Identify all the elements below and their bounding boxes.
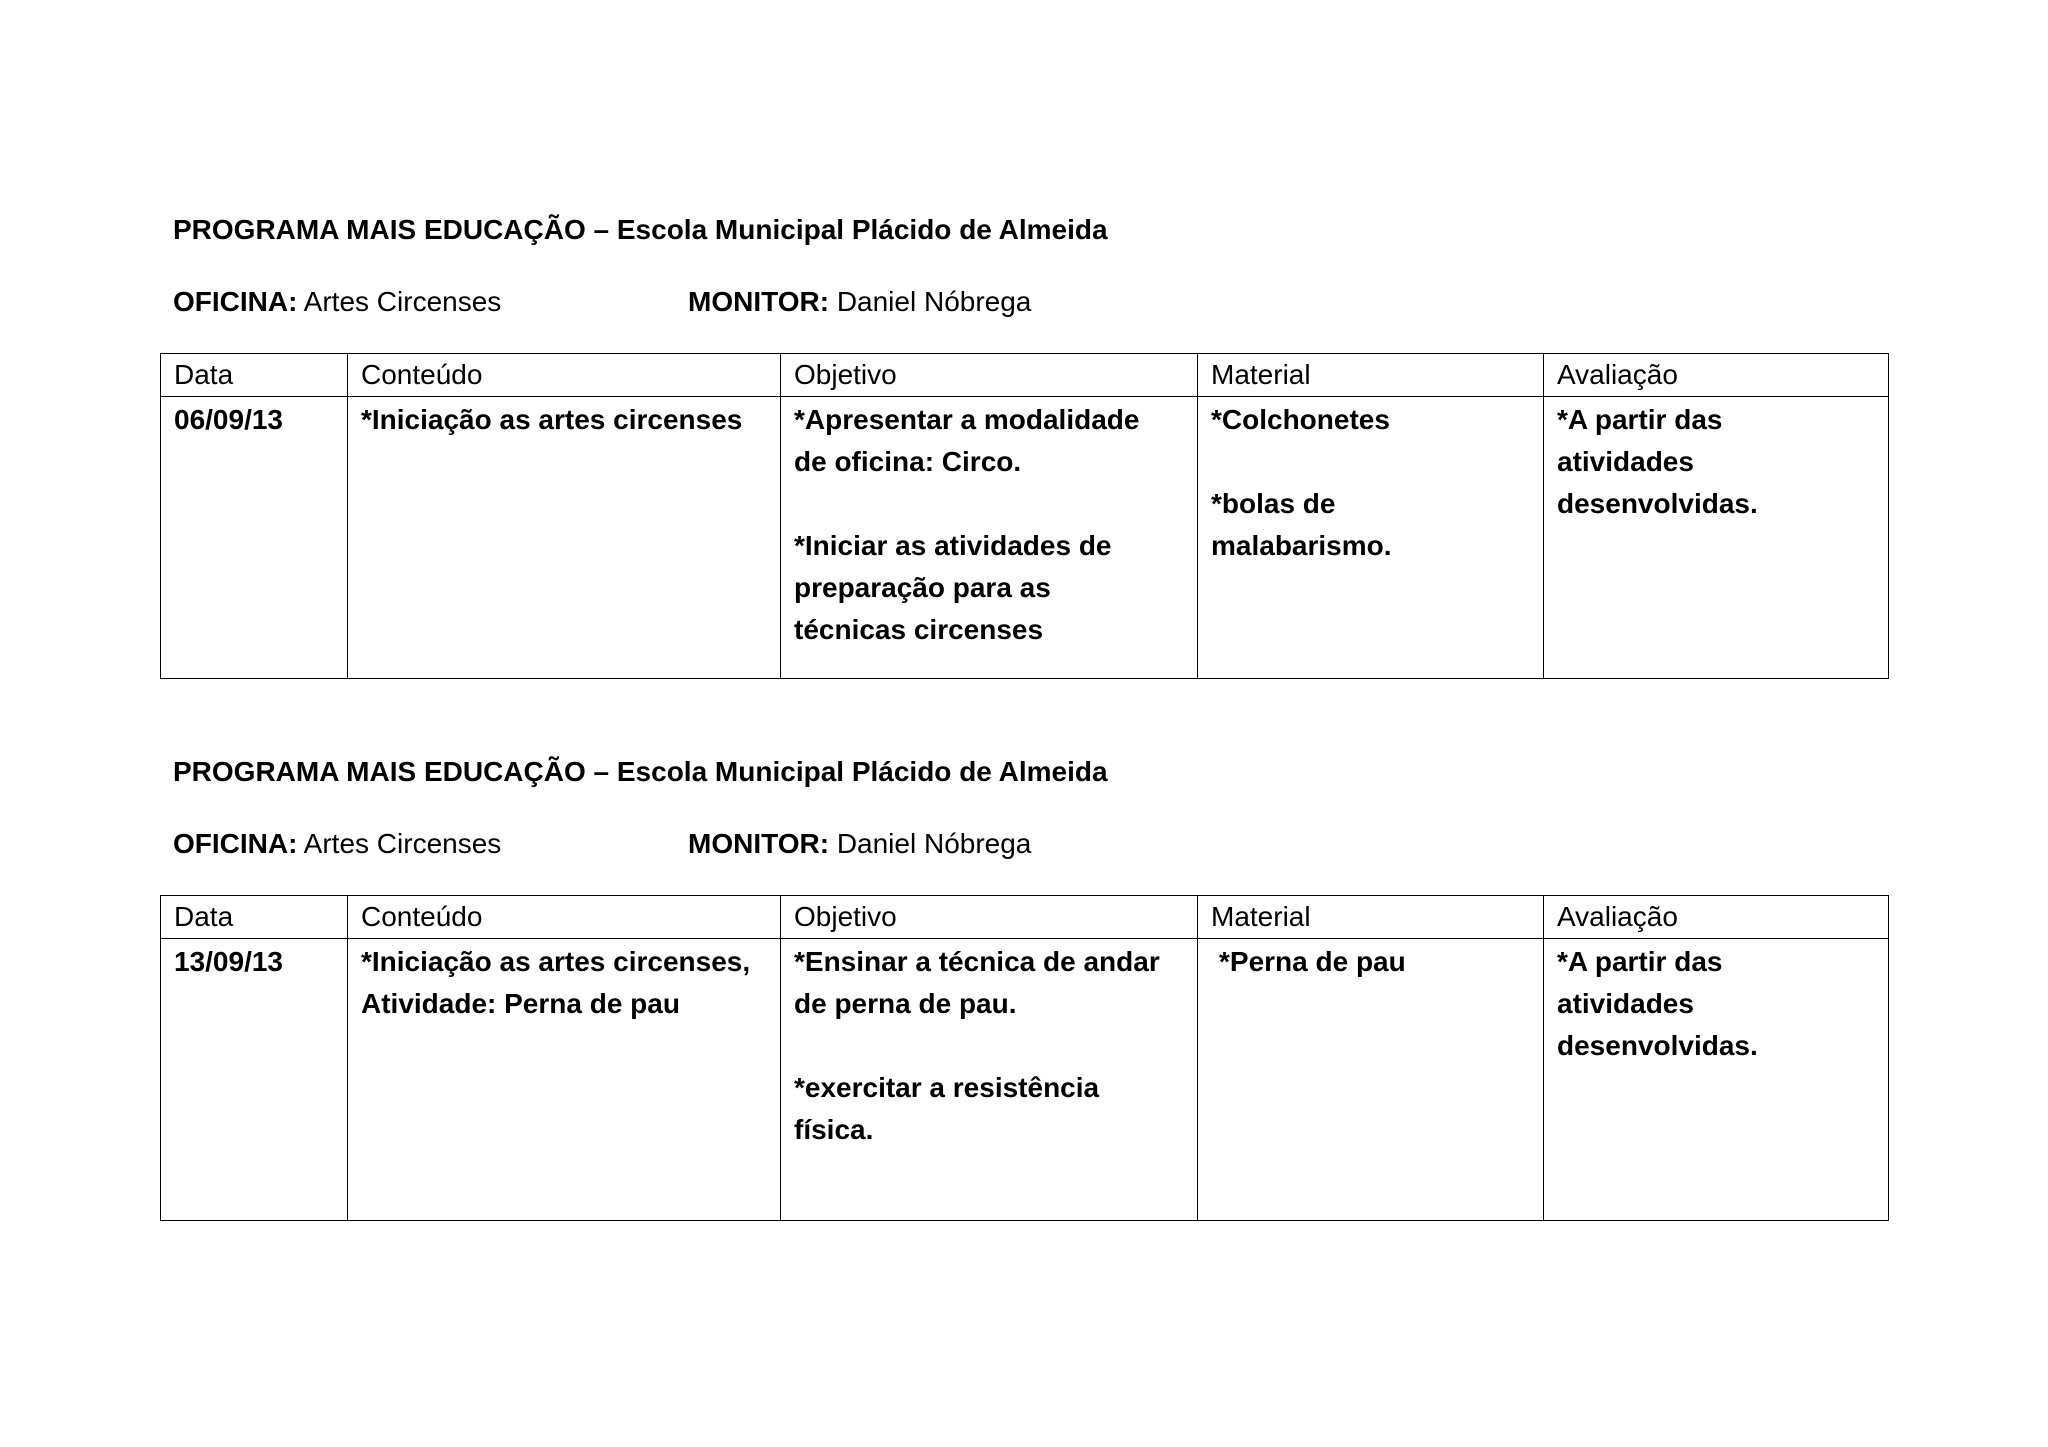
table-row <box>161 397 1889 679</box>
oficina-field <box>173 823 501 865</box>
cell-line: *A partir das <box>1557 404 1723 435</box>
header-objetivo: Objetivo <box>781 896 1198 939</box>
cell-line: *Ensinar a técnica de andar <box>794 946 1160 977</box>
cell-line: desenvolvidas. <box>1557 488 1758 519</box>
cell-paragraph <box>794 1067 1197 1151</box>
program-title <box>173 751 1108 793</box>
cell-paragraph <box>1557 399 1888 525</box>
cell-paragraph <box>794 399 1197 483</box>
cell-line: atividades <box>1557 988 1694 1019</box>
cell-paragraph <box>1557 941 1888 1067</box>
cell-avaliacao <box>1544 397 1889 679</box>
date-value: 13/09/13 <box>174 946 283 977</box>
cell-line: *Iniciação as artes circenses, <box>361 946 751 977</box>
header-data: Data <box>161 896 348 939</box>
cell-line: *exercitar a resistência <box>794 1072 1100 1103</box>
lesson-plan-table <box>160 353 1889 679</box>
header-avaliacao: Avaliação <box>1544 896 1889 939</box>
oficina-field <box>173 281 501 323</box>
cell-line: preparação para as <box>794 572 1051 603</box>
monitor-field <box>688 823 1031 865</box>
program-name: PROGRAMA MAIS EDUCAÇÃO – <box>173 756 610 787</box>
header-avaliacao: Avaliação <box>1544 354 1889 397</box>
cell-line: técnicas circenses <box>794 614 1044 645</box>
cell-data <box>161 397 348 679</box>
school-name: Escola Municipal Plácido de Almeida <box>616 756 1108 787</box>
cell-paragraph <box>1211 399 1543 441</box>
cell-data <box>161 939 348 1221</box>
cell-line: de perna de pau. <box>794 988 1017 1019</box>
cell-line: *Perna de pau <box>1219 946 1406 977</box>
monitor-field <box>688 281 1031 323</box>
oficina-label: OFICINA: <box>173 828 298 859</box>
header-conteudo: Conteúdo <box>348 896 781 939</box>
cell-line: de oficina: Circo. <box>794 446 1022 477</box>
cell-line: *Iniciar as atividades de <box>794 530 1112 561</box>
cell-line: *A partir das <box>1557 946 1723 977</box>
cell-paragraph <box>361 399 780 441</box>
cell-line: física. <box>794 1114 874 1145</box>
cell-line: *bolas de <box>1211 488 1336 519</box>
cell-objetivo <box>781 939 1198 1221</box>
cell-line: atividades <box>1557 446 1694 477</box>
program-title <box>173 209 1108 251</box>
header-material: Material <box>1198 354 1544 397</box>
school-name: Escola Municipal Plácido de Almeida <box>616 214 1108 245</box>
cell-line: *Colchonetes <box>1211 404 1390 435</box>
cell-material <box>1198 397 1544 679</box>
header-objetivo: Objetivo <box>781 354 1198 397</box>
table-header-row <box>161 896 1889 939</box>
monitor-value: Daniel Nóbrega <box>836 828 1032 859</box>
cell-line: malabarismo. <box>1211 530 1392 561</box>
cell-paragraph <box>1211 483 1543 567</box>
cell-paragraph <box>1219 941 1543 983</box>
oficina-label: OFICINA: <box>173 286 298 317</box>
cell-paragraph <box>794 525 1197 651</box>
monitor-label: MONITOR: <box>688 286 830 317</box>
cell-line: *Iniciação as artes circenses <box>361 404 743 435</box>
cell-material <box>1198 939 1544 1221</box>
cell-paragraph <box>794 941 1197 1025</box>
header-data: Data <box>161 354 348 397</box>
cell-objetivo <box>781 397 1198 679</box>
cell-line: *Apresentar a modalidade <box>794 404 1140 435</box>
lesson-plan-table <box>160 895 1889 1221</box>
workshop-info <box>160 281 1888 323</box>
cell-line: desenvolvidas. <box>1557 1030 1758 1061</box>
table-row <box>161 939 1889 1221</box>
cell-line: Atividade: Perna de pau <box>361 988 680 1019</box>
date-value: 06/09/13 <box>174 404 283 435</box>
cell-avaliacao <box>1544 939 1889 1221</box>
monitor-value: Daniel Nóbrega <box>836 286 1032 317</box>
monitor-label: MONITOR: <box>688 828 830 859</box>
table-header-row <box>161 354 1889 397</box>
header-material: Material <box>1198 896 1544 939</box>
cell-conteudo <box>348 397 781 679</box>
workshop-info <box>160 823 1888 865</box>
oficina-value: Artes Circenses <box>303 286 502 317</box>
oficina-value: Artes Circenses <box>303 828 502 859</box>
cell-conteudo <box>348 939 781 1221</box>
header-conteudo: Conteúdo <box>348 354 781 397</box>
cell-paragraph <box>361 941 780 1025</box>
program-name: PROGRAMA MAIS EDUCAÇÃO – <box>173 214 610 245</box>
